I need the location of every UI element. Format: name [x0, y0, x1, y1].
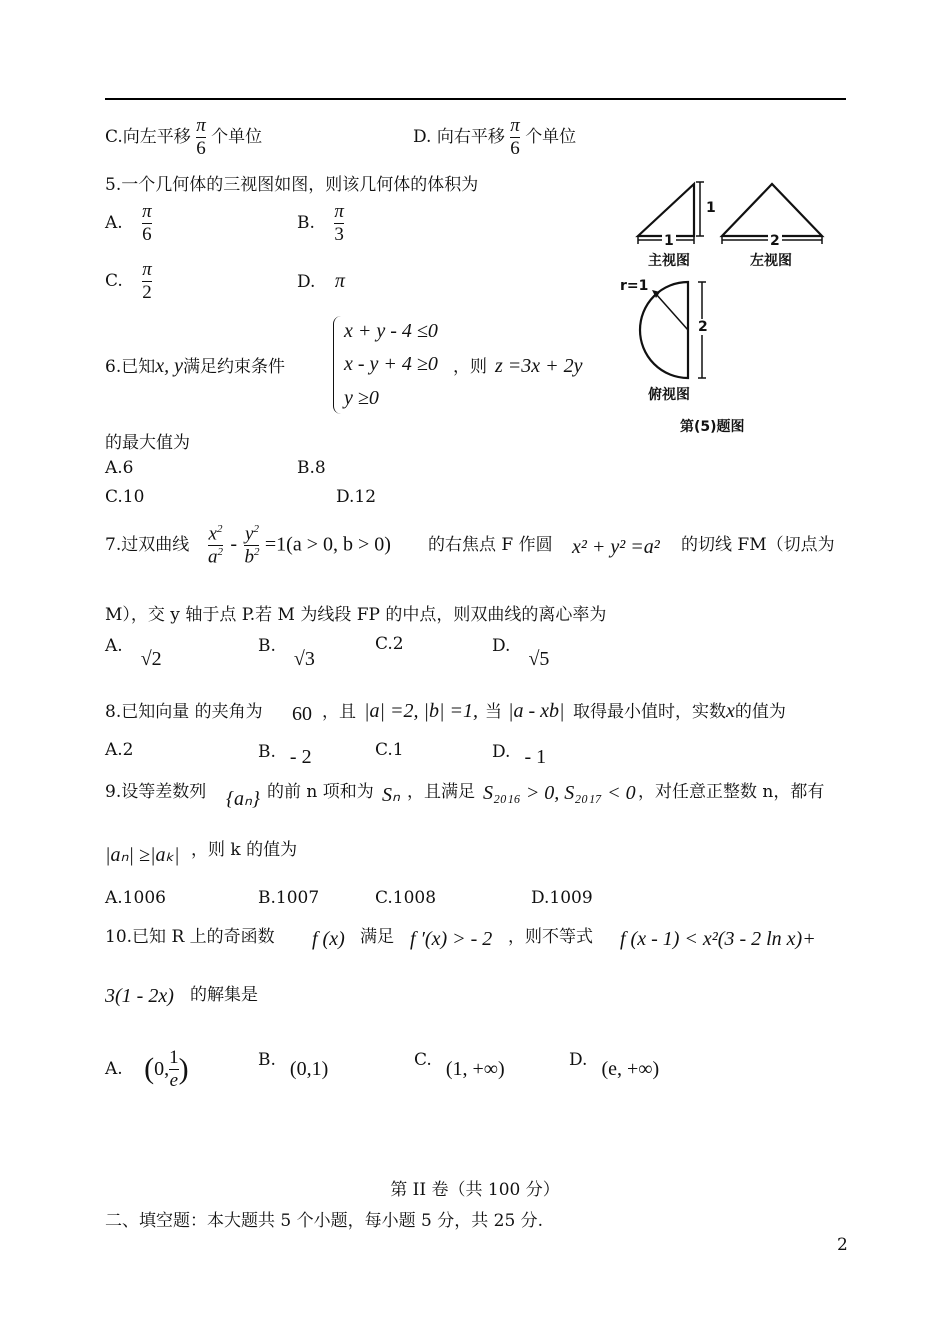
q8-option-d: D. - 1 — [492, 742, 547, 768]
q10-inequality: f (x - 1) < x²(3 - 2 ln x)+ — [620, 928, 816, 950]
q6-constraint-2: x - y + 4 ≥0 — [344, 353, 438, 375]
q6-then: ，则 z =3x + 2y — [453, 355, 583, 377]
q9-mid2: ，且满足 — [407, 782, 475, 802]
q7-option-c: C.2 — [375, 634, 404, 654]
q9-sum: Sₙ — [382, 784, 400, 806]
q7-tail: 的切线 FM（切点为 — [681, 535, 835, 555]
q8-mid: ，且 — [322, 702, 356, 722]
q10-condition: f ′(x) > - 2 — [410, 928, 493, 950]
q9-sequence: {aₙ} — [226, 788, 260, 810]
q4-optd-fraction: $\frac{\pi}{6}$ — [510, 115, 520, 159]
side-view-label: 左视图 — [750, 253, 792, 269]
q8-option-a: A.2 — [105, 740, 134, 760]
q10-function: f (x) — [312, 928, 345, 950]
q6-stem: 6.已知x, y满足约束条件 — [105, 355, 285, 377]
q7-hyperbola: $\frac{x^2}{a^2}$ - $\frac{y^2}{b^2}$ =1(a > 0, b > 0) — [208, 523, 391, 568]
q9-condition: S₂₀₁₆ > 0, S₂₀₁₇ < 0 — [483, 782, 636, 804]
q10-mid: 满足 — [360, 927, 394, 947]
q5-option-d: D. π — [297, 270, 345, 292]
q4-optc-fraction: $\frac{\pi}{6}$ — [196, 115, 206, 159]
q7-stem: 7.过双曲线 — [105, 535, 190, 555]
q9-option-a: A.1006 — [105, 888, 166, 908]
q8-angle: 60 — [292, 703, 312, 725]
q10-line2: 3(1 - 2x) — [105, 985, 174, 1007]
q7-option-a: A.√2 — [105, 636, 162, 670]
front-view-label: 主视图 — [648, 253, 690, 269]
q8-tail: 取得最小值时，实数x的值为 — [573, 700, 786, 722]
q8-option-c: C.1 — [375, 740, 404, 760]
q7-line2: M），交 y 轴于点 P.若 M 为线段 FP 的中点，则双曲线的离心率为 — [105, 605, 607, 625]
q6-option-d: D.12 — [336, 487, 377, 507]
figure-caption: 第(5)题图 — [680, 419, 745, 435]
q9-option-d: D.1009 — [531, 888, 593, 908]
top-view-label: 俯视图 — [648, 387, 690, 403]
q10-option-b: B. (0,1) — [258, 1050, 329, 1080]
top-height-label: 2 — [698, 319, 708, 335]
q6-option-b: B.8 — [297, 458, 326, 478]
q9-option-c: C.1008 — [375, 888, 437, 908]
q9-stem: 9.设等差数列 — [105, 782, 207, 802]
q5-option-b: B. $\frac{\pi}{3}$ — [297, 201, 344, 245]
q4-option-c: C.向左平移 $\frac{\pi}{6}$ 个单位 — [105, 115, 263, 159]
page-number: 2 — [837, 1235, 848, 1255]
q10-mid2: ，则不等式 — [508, 927, 593, 947]
section-title: 第 II 卷（共 100 分） — [390, 1180, 560, 1200]
q10-option-c: C. (1, +∞) — [414, 1050, 505, 1080]
q8-condition: |a| =2, |b| =1, — [364, 700, 478, 722]
side-width-label: 2 — [770, 233, 780, 249]
q6-constraint-3: y ≥0 — [344, 387, 379, 409]
front-height-label: 1 — [706, 200, 716, 216]
header-rule — [105, 98, 846, 100]
q6-option-a: A.6 — [105, 458, 134, 478]
q5-stem: 5.一个几何体的三视图如图，则该几何体的体积为 — [105, 175, 479, 195]
q7-option-d: D.√5 — [492, 636, 550, 670]
q7-mid: 的右焦点 F 作圆 — [428, 535, 553, 555]
q8-expression: |a - xb| — [508, 700, 565, 722]
q9-option-b: B.1007 — [258, 888, 320, 908]
q8-when: 当 — [485, 702, 502, 722]
q6-constraint-1: x + y - 4 ≤0 — [344, 320, 438, 342]
q10-option-a: A. (0, $\frac{1}{e}$ ) — [105, 1047, 189, 1091]
q7-option-b: B.√3 — [258, 636, 315, 670]
q8-option-b: B. - 2 — [258, 742, 312, 768]
q6-option-c: C.10 — [105, 487, 145, 507]
q9-mid: 的前 n 项和为 — [267, 782, 374, 802]
q5-option-c: C. $\frac{\pi}{2}$ — [105, 259, 152, 303]
q9-tail: ，对任意正整数 n，都有 — [638, 782, 825, 802]
q5-option-a: A. $\frac{\pi}{6}$ — [105, 201, 152, 245]
q6-tail: 的最大值为 — [105, 433, 190, 453]
q5-three-view-figure — [618, 178, 838, 438]
q10-line2-tail: 的解集是 — [190, 985, 258, 1005]
q10-stem: 10.已知 R 上的奇函数 — [105, 927, 275, 947]
q4-option-d: D. 向右平移 $\frac{\pi}{6}$ 个单位 — [413, 115, 577, 159]
q10-option-d: D. (e, +∞) — [569, 1050, 660, 1080]
q9-line2-tail: ，则 k 的值为 — [191, 840, 298, 860]
radius-label: r=1 — [620, 278, 649, 294]
front-width-label: 1 — [664, 233, 674, 249]
q8-stem: 8.已知向量 的夹角为 — [105, 702, 263, 722]
fill-in-header: 二、填空题：本大题共 5 个小题，每小题 5 分，共 25 分. — [105, 1211, 544, 1231]
q7-circle: x² + y² =a² — [572, 536, 660, 558]
q9-line2-expr: |aₙ| ≥|aₖ| — [105, 844, 180, 866]
